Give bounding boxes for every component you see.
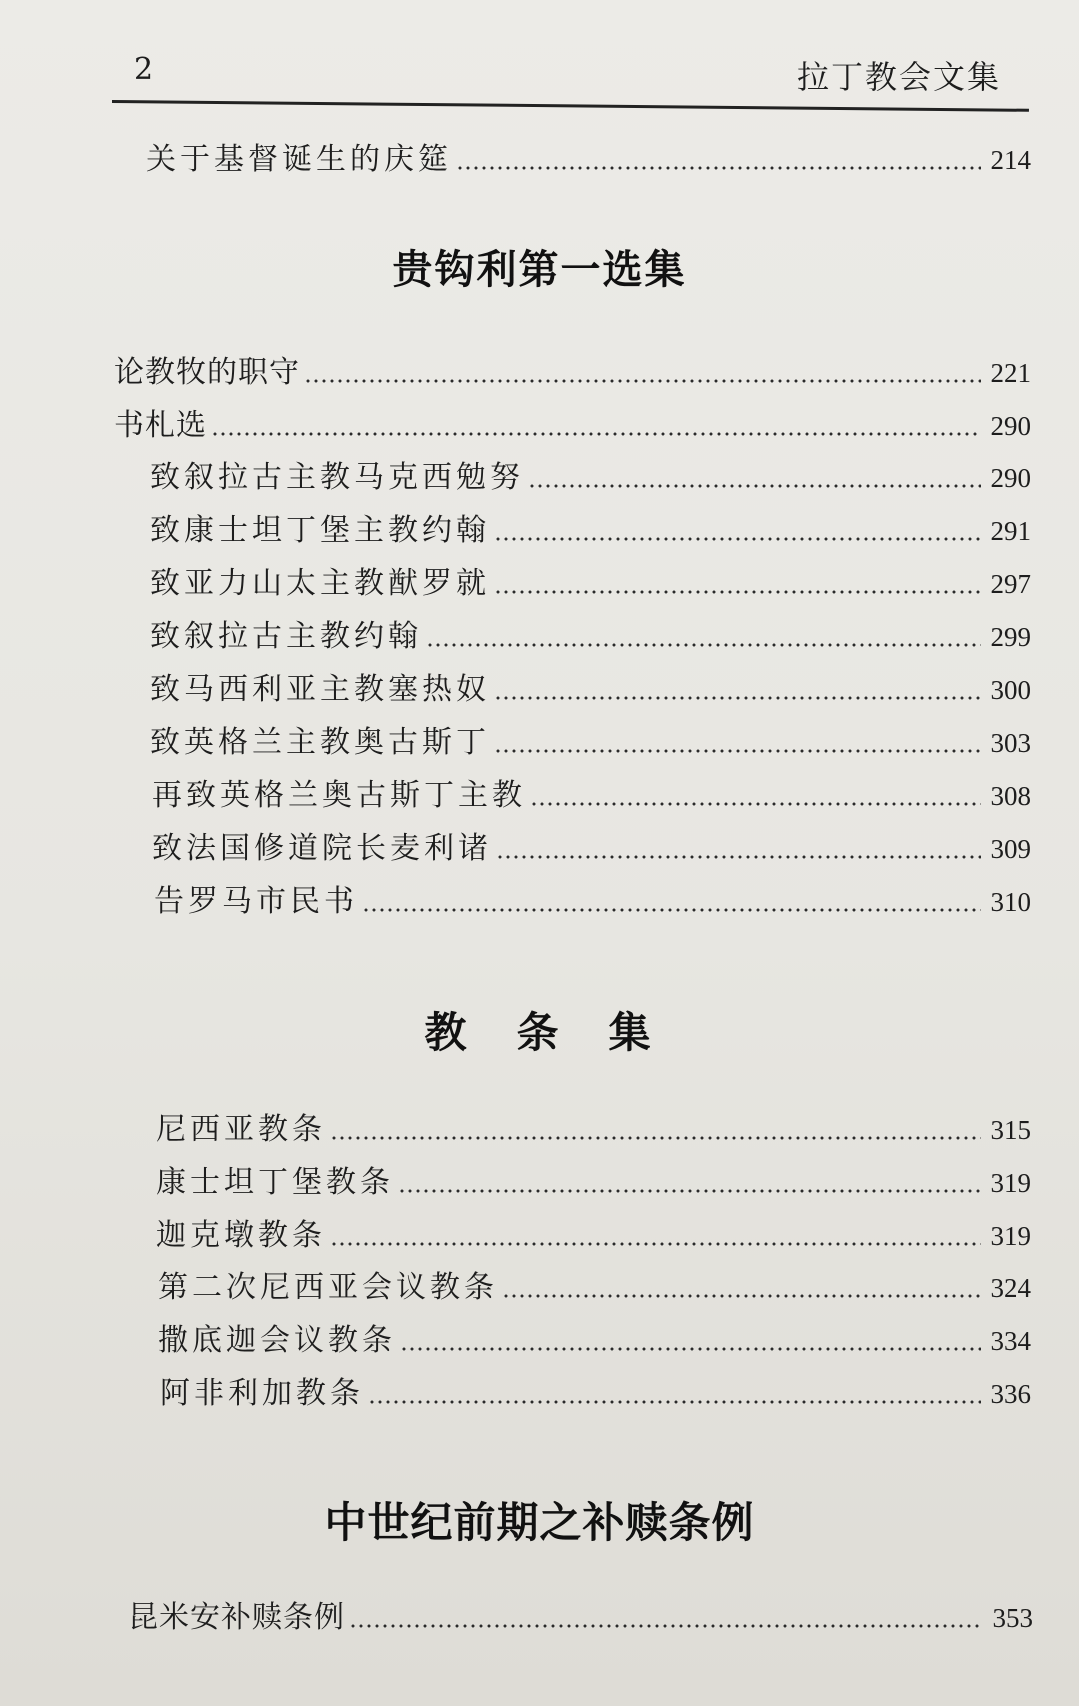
toc-entry	[156, 1112, 1031, 1148]
dot-leader	[330, 1242, 981, 1246]
toc-entry	[150, 672, 1031, 708]
toc-entry-label: 致康士坦丁堡主教约翰	[150, 513, 490, 548]
toc-entry	[150, 619, 1031, 655]
toc-entry-label: 致英格兰主教奥古斯丁	[150, 725, 490, 760]
toc-entry-label: 撒底迦会议教条	[158, 1323, 396, 1358]
dot-leader	[502, 1294, 981, 1298]
toc-entry	[150, 513, 1031, 549]
dot-leader	[362, 908, 981, 912]
toc-entry	[114, 408, 1031, 444]
toc-entry-page: 291	[990, 516, 1031, 546]
dot-leader	[456, 166, 981, 170]
toc-entry-page: 214	[990, 145, 1031, 175]
dot-leader	[494, 537, 981, 541]
toc-entry-page: 315	[990, 1115, 1031, 1145]
dot-leader	[304, 379, 981, 383]
toc-entry	[160, 1376, 1031, 1412]
toc-entry-page: 308	[990, 781, 1031, 811]
section-title: 贵钩利第一选集	[392, 247, 687, 293]
toc-entry	[154, 884, 1031, 920]
toc-entry-label: 阿非利加教条	[160, 1376, 364, 1411]
dot-leader	[330, 1136, 981, 1140]
toc-entry-page: 309	[990, 834, 1031, 864]
toc-entry	[152, 778, 1031, 814]
dot-leader	[349, 1624, 983, 1628]
dot-leader	[530, 802, 981, 806]
dot-leader	[494, 696, 981, 700]
toc-entry-label: 致马西利亚主教塞热奴	[150, 672, 490, 707]
toc-entry	[158, 1270, 1031, 1306]
toc-entry-page: 297	[990, 569, 1031, 599]
toc-entry-label: 尼西亚教条	[156, 1112, 326, 1147]
toc-entry-label: 昆米安补赎条例	[128, 1600, 345, 1635]
page-number: 2	[134, 52, 154, 87]
toc-entry-page: 310	[990, 887, 1031, 917]
toc-entry-page: 290	[990, 463, 1031, 493]
toc-entry	[158, 1323, 1031, 1359]
running-title: 拉丁教会文集	[796, 58, 1001, 96]
toc-entry-page: 290	[990, 411, 1031, 441]
toc-entry	[156, 1218, 1031, 1254]
toc-entry	[146, 142, 1031, 178]
dot-leader	[400, 1347, 981, 1351]
toc-entry-page: 319	[990, 1221, 1031, 1251]
dot-leader	[211, 432, 981, 436]
header-rule	[112, 100, 1029, 112]
toc-entry-label: 康士坦丁堡教条	[156, 1165, 394, 1200]
toc-entry-label: 论教牧的职守	[114, 355, 300, 390]
toc-entry-label: 致叙拉古主教马克西勉努	[150, 460, 524, 495]
toc-entry-label: 致法国修道院长麦利诸	[152, 831, 492, 866]
toc-entry-label: 迦克墩教条	[156, 1218, 326, 1253]
dot-leader	[426, 643, 981, 647]
dot-leader	[368, 1400, 981, 1404]
toc-entry-label: 告罗马市民书	[154, 884, 358, 919]
toc-entry-label: 关于基督诞生的庆筵	[146, 142, 452, 177]
toc-entry-page: 324	[990, 1273, 1031, 1303]
dot-leader	[398, 1189, 981, 1193]
toc-entry	[150, 725, 1031, 761]
toc-entry-label: 致叙拉古主教约翰	[150, 619, 422, 654]
toc-entry-page: 334	[990, 1326, 1031, 1356]
toc-entry	[152, 831, 1031, 867]
toc-entry-page: 303	[990, 728, 1031, 758]
toc-entry	[150, 460, 1031, 496]
page-header	[112, 52, 1029, 102]
toc-entry	[156, 1165, 1031, 1201]
toc-entry-page: 221	[990, 358, 1031, 388]
toc-entry-page: 300	[990, 675, 1031, 705]
section-title: 中世纪前期之补赎条例	[324, 1498, 755, 1547]
toc-entry	[150, 566, 1031, 602]
dot-leader	[528, 484, 981, 488]
toc-entry-label: 第二次尼西亚会议教条	[158, 1270, 498, 1305]
dot-leader	[494, 590, 981, 594]
toc-entry-label: 书札选	[114, 408, 207, 443]
toc-entry-page: 353	[992, 1603, 1033, 1633]
toc-entry	[114, 355, 1031, 391]
dot-leader	[496, 855, 981, 859]
section-title: 教 条 集	[424, 1008, 655, 1057]
toc-entry-label: 再致英格兰奥古斯丁主教	[152, 778, 526, 813]
toc-entry-label: 致亚力山太主教猷罗就	[150, 566, 490, 601]
toc-entry-page: 319	[990, 1168, 1031, 1198]
dot-leader	[494, 749, 981, 753]
toc-entry	[128, 1600, 1033, 1636]
toc-entry-page: 299	[990, 622, 1031, 652]
toc-entry-page: 336	[990, 1379, 1031, 1409]
